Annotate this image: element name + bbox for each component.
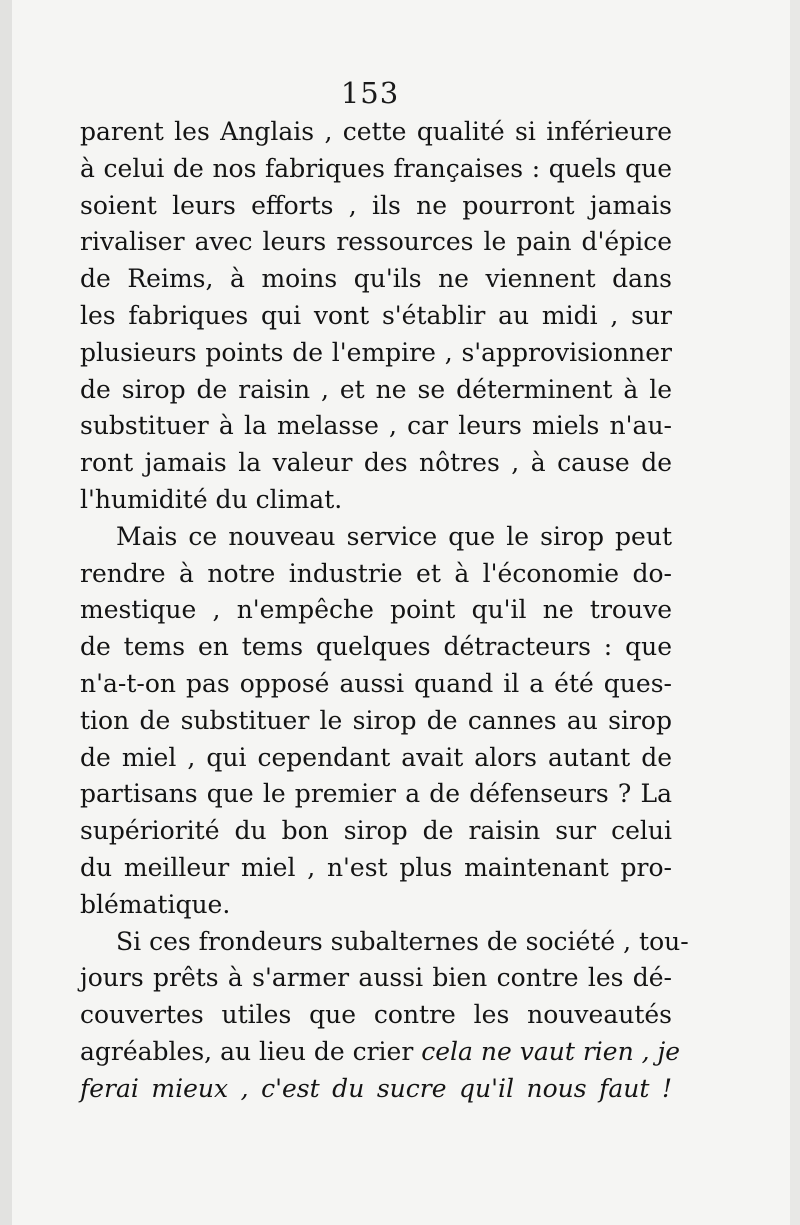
text-line: parent les Anglais , cette qualité si inférieure	[80, 117, 672, 146]
page-left-edge	[0, 0, 12, 1225]
text-line: tion de substituer le sirop de cannes au sirop	[80, 705, 672, 735]
text-line: supériorité du bon sirop de raisin sur celui	[80, 816, 672, 846]
text-line-mixed	[80, 1034, 681, 1071]
text-line: à celui de nos fabriques françaises : quels que	[80, 153, 672, 183]
text-line: du meilleur miel , n'est plus maintenant pro-	[80, 852, 672, 882]
text-line: Mais ce nouveau service que le sirop peut	[116, 521, 672, 551]
text-line: ront jamais la valeur des nôtres , à cause de	[80, 448, 672, 478]
text-line: les fabriques qui vont s'établir au midi , sur	[80, 300, 672, 330]
text-line: de sirop de raisin , et ne se déterminent à le	[80, 374, 672, 404]
text-line: Si ces frondeurs subalternes de société , tou-	[116, 926, 689, 956]
text-line: mestique , n'empêche point qu'il ne trouve	[80, 595, 672, 625]
text-line: blématique.	[80, 889, 231, 919]
text-line: plusieurs points de l'empire , s'approvisionner	[80, 337, 672, 367]
text-line: l'humidité du climat.	[80, 484, 343, 514]
text-line: de tems en tems quelques détracteurs : que	[80, 632, 672, 662]
text-line: partisans que le premier a de défenseurs ? La	[80, 779, 672, 809]
text-line: soient leurs efforts , ils ne pourront jamais	[80, 190, 672, 220]
text-line: jours prêts à s'armer aussi bien contre les dé-	[80, 963, 672, 993]
text-line: couvertes utiles que contre les nouveautés	[80, 1000, 672, 1030]
text-line: de miel , qui cependant avait alors autant de	[80, 742, 672, 772]
text-line: n'a-t-on pas opposé aussi quand il a été ques-	[80, 668, 672, 698]
body-text	[80, 114, 689, 1108]
text-line: substituer à la melasse , car leurs miels n'au-	[80, 411, 672, 441]
text-line-italic: ferai mieux , c'est du sucre qu'il nous faut !	[80, 1073, 672, 1103]
page-number: 153	[340, 76, 400, 110]
text-line: rendre à notre industrie et à l'économie do-	[80, 558, 672, 588]
text-italic-segment: cela ne vaut rien , je	[421, 1036, 681, 1066]
page-right-edge	[790, 0, 800, 1225]
text-line: de Reims, à moins qu'ils ne viennent dans	[80, 264, 672, 294]
text-line: rivaliser avec leurs ressources le pain d'épice	[80, 227, 672, 257]
text-roman-segment: agréables, au lieu de crier	[80, 1036, 422, 1066]
